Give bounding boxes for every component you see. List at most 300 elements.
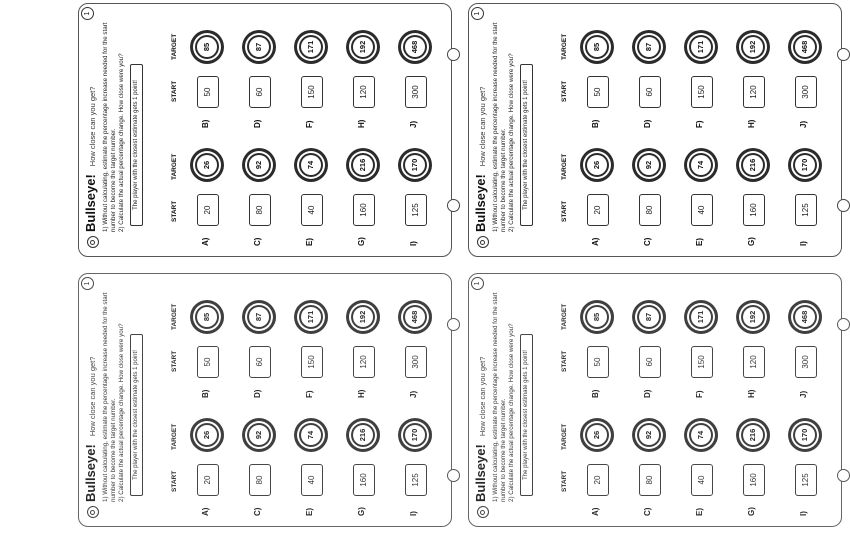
item-label: D): [643, 119, 652, 128]
instruction-1: 1) Without calculating, estimate the percentage increase needed for the start number to become the target number.: [492, 292, 507, 502]
bullseye-target-icon: [242, 300, 276, 334]
target-number: 468: [795, 307, 815, 327]
target-header: TARGET: [171, 153, 178, 180]
item-label: J): [409, 390, 418, 398]
start-number-box: 150: [301, 346, 323, 378]
start-number-box: 20: [587, 464, 609, 496]
start-number-box: 150: [301, 76, 323, 108]
start-number-box: 300: [405, 346, 427, 378]
problem-item: [733, 136, 773, 246]
bullseye-ring: [297, 151, 325, 179]
item-label: C): [643, 507, 652, 516]
bullseye-target-icon: [684, 418, 718, 452]
bullseye-target-icon: [242, 418, 276, 452]
start-number-box: 60: [639, 346, 661, 378]
bullseye-ring: [351, 305, 375, 329]
item-label: E): [305, 508, 314, 516]
target-number: 74: [691, 425, 711, 445]
target-number: 92: [249, 425, 269, 445]
bullseye-ring: [351, 153, 375, 177]
bullseye-target-icon: [190, 30, 224, 64]
bullseye-ring: [791, 421, 819, 449]
points-note: The player with the closest estimate gets 1 point!: [520, 64, 533, 226]
bullseye-ring: [193, 33, 221, 61]
target-number: 171: [691, 37, 711, 57]
bullseye-target-icon: [684, 30, 718, 64]
item-label: D): [643, 389, 652, 398]
start-number-box: 160: [743, 464, 765, 496]
card-title: Bullseye!: [473, 174, 488, 232]
problem-item: [681, 18, 721, 128]
bullseye-ring: [741, 305, 765, 329]
item-label: I): [799, 511, 808, 516]
page-badge: 1: [471, 277, 484, 290]
bullseye-ring: [585, 423, 609, 447]
item-label: F): [695, 390, 704, 398]
bullseye-ring: [193, 151, 221, 179]
start-number-box: 300: [405, 76, 427, 108]
bullseye-ring: [739, 33, 767, 61]
bullseye-target-icon: [632, 148, 666, 182]
bullseye-target-icon: [736, 148, 770, 182]
start-number-box: 40: [691, 464, 713, 496]
item-label: A): [591, 237, 600, 246]
target-number: 74: [691, 155, 711, 175]
bullseye-ring: [689, 423, 713, 447]
item-label: B): [201, 389, 210, 398]
bullseye-ring: [351, 423, 375, 447]
start-number-box: 120: [353, 76, 375, 108]
problem-item: [291, 288, 331, 398]
quadrant-bottom-left: [0, 270, 420, 540]
bullseye-ring: [791, 303, 819, 331]
item-label: E): [305, 238, 314, 246]
bullseye-ring: [349, 421, 377, 449]
target-number: 87: [639, 307, 659, 327]
target-number: 85: [197, 307, 217, 327]
bullseye-target-icon: [684, 148, 718, 182]
points-note: The player with the closest estimate gets 1 point!: [520, 334, 533, 496]
start-number-box: 80: [639, 464, 661, 496]
card-title: Bullseye!: [473, 444, 488, 502]
target-number: 26: [587, 425, 607, 445]
bullseye-ring: [299, 305, 323, 329]
bullseye-card: [465, 270, 845, 530]
page-badge: 1: [81, 7, 94, 20]
bullseye-target-icon: [580, 148, 614, 182]
target-icon: [477, 506, 489, 518]
bullseye-ring: [687, 151, 715, 179]
bullseye-target-icon: [788, 300, 822, 334]
bullseye-ring: [195, 423, 219, 447]
start-number-box: 300: [795, 76, 817, 108]
item-label: C): [253, 507, 262, 516]
bullseye-target-icon: [632, 418, 666, 452]
target-header: TARGET: [561, 423, 568, 450]
target-number: 87: [249, 37, 269, 57]
bullseye-ring: [299, 35, 323, 59]
target-number: 216: [353, 425, 373, 445]
problem-item: [785, 406, 825, 516]
instruction-1: 1) Without calculating, estimate the percentage increase needed for the start number to become the target number.: [102, 292, 117, 502]
start-header: START: [561, 470, 568, 492]
target-header: TARGET: [171, 423, 178, 450]
start-number-box: 120: [743, 346, 765, 378]
target-number: 171: [691, 307, 711, 327]
target-number: 92: [249, 155, 269, 175]
start-number-box: 120: [353, 346, 375, 378]
card-question: How close can you get?: [478, 86, 487, 167]
bullseye-target-icon: [580, 30, 614, 64]
start-number-box: 50: [587, 346, 609, 378]
bullseye-ring: [247, 35, 271, 59]
target-number: 171: [301, 307, 321, 327]
item-label: J): [409, 120, 418, 128]
problem-item: [681, 136, 721, 246]
target-number: 216: [743, 425, 763, 445]
bullseye-ring: [793, 423, 817, 447]
bullseye-target-icon: [294, 300, 328, 334]
instruction-2: 2) Calculate the actual percentage change. How close were you?: [508, 323, 515, 502]
bullseye-ring: [635, 303, 663, 331]
target-number: 192: [353, 37, 373, 57]
start-number-box: 125: [795, 194, 817, 226]
bullseye-ring: [637, 423, 661, 447]
target-header: TARGET: [561, 153, 568, 180]
start-header: START: [171, 200, 178, 222]
instruction-2: 2) Calculate the actual percentage change. How close were you?: [118, 323, 125, 502]
bullseye-ring: [245, 33, 273, 61]
bullseye-ring: [637, 35, 661, 59]
problem-item: [239, 288, 279, 398]
item-label: H): [747, 389, 756, 398]
quadrant-bottom-right: [390, 270, 810, 540]
punch-hole-icon: [837, 48, 850, 61]
problem-row: [681, 6, 721, 246]
bullseye-ring: [687, 33, 715, 61]
bullseye-ring: [195, 35, 219, 59]
instruction-2: 2) Calculate the actual percentage change. How close were you?: [118, 53, 125, 232]
target-header: TARGET: [561, 33, 568, 60]
problem-item: [577, 18, 617, 128]
target-number: 468: [405, 307, 425, 327]
bullseye-ring: [299, 153, 323, 177]
card-question: How close can you get?: [478, 356, 487, 437]
instruction-2: 2) Calculate the actual percentage change. How close were you?: [508, 53, 515, 232]
column-headers: [561, 275, 571, 490]
start-number-box: 50: [197, 76, 219, 108]
bullseye-target-icon: [788, 418, 822, 452]
bullseye-ring: [585, 153, 609, 177]
start-number-box: 125: [405, 194, 427, 226]
item-label: B): [201, 119, 210, 128]
problem-item: [239, 406, 279, 516]
target-number: 170: [405, 425, 425, 445]
bullseye-ring: [793, 305, 817, 329]
bullseye-ring: [741, 35, 765, 59]
bullseye-ring: [351, 35, 375, 59]
problem-item: [187, 136, 227, 246]
bullseye-ring: [741, 423, 765, 447]
target-number: 216: [353, 155, 373, 175]
problem-row: [187, 276, 227, 516]
start-number-box: 160: [353, 464, 375, 496]
item-label: F): [695, 120, 704, 128]
item-label: E): [695, 238, 704, 246]
problem-row: [733, 6, 773, 246]
problem-row: [785, 6, 825, 246]
problem-item: [733, 406, 773, 516]
bullseye-ring: [195, 305, 219, 329]
start-number-box: 150: [691, 346, 713, 378]
start-header: START: [561, 200, 568, 222]
bullseye-target-icon: [736, 30, 770, 64]
bullseye-target-icon: [190, 418, 224, 452]
problem-row: [629, 276, 669, 516]
item-label: G): [747, 237, 756, 246]
problem-item: [733, 288, 773, 398]
target-icon: [477, 236, 489, 248]
target-number: 468: [795, 37, 815, 57]
target-number: 92: [639, 425, 659, 445]
problem-item: [785, 18, 825, 128]
start-number-box: 20: [587, 194, 609, 226]
item-label: H): [357, 119, 366, 128]
problem-item: [239, 18, 279, 128]
problem-row: [291, 6, 331, 246]
target-icon: [87, 506, 99, 518]
target-number: 468: [405, 37, 425, 57]
punch-hole-icon: [837, 199, 850, 212]
item-label: J): [799, 390, 808, 398]
bullseye-ring: [193, 303, 221, 331]
bullseye-ring: [793, 153, 817, 177]
bullseye-target-icon: [294, 418, 328, 452]
start-number-box: 20: [197, 464, 219, 496]
bullseye-ring: [299, 423, 323, 447]
bullseye-target-icon: [580, 300, 614, 334]
bullseye-ring: [247, 305, 271, 329]
target-header: TARGET: [171, 33, 178, 60]
target-number: 192: [353, 307, 373, 327]
item-label: B): [591, 389, 600, 398]
problem-row: [343, 6, 383, 246]
bullseye-ring: [635, 151, 663, 179]
bullseye-ring: [739, 151, 767, 179]
punch-hole-icon: [837, 469, 850, 482]
bullseye-target-icon: [346, 418, 380, 452]
bullseye-ring: [689, 305, 713, 329]
start-number-box: 150: [691, 76, 713, 108]
start-number-box: 160: [743, 194, 765, 226]
start-header: START: [561, 80, 568, 102]
column-headers: [171, 5, 181, 220]
start-number-box: 40: [691, 194, 713, 226]
problem-item: [733, 18, 773, 128]
problem-item: [187, 18, 227, 128]
bullseye-ring: [247, 423, 271, 447]
target-header: TARGET: [561, 303, 568, 330]
item-label: I): [409, 511, 418, 516]
item-label: I): [409, 241, 418, 246]
target-icon: [87, 236, 99, 248]
start-number-box: 60: [639, 76, 661, 108]
start-number-box: 80: [639, 194, 661, 226]
problem-item: [291, 18, 331, 128]
bullseye-target-icon: [736, 300, 770, 334]
problem-item: [681, 288, 721, 398]
bullseye-ring: [297, 421, 325, 449]
problem-item: [681, 406, 721, 516]
bullseye-card: [465, 0, 845, 260]
bullseye-ring: [245, 303, 273, 331]
start-header: START: [171, 350, 178, 372]
bullseye-target-icon: [294, 148, 328, 182]
start-number-box: 125: [405, 464, 427, 496]
target-number: 170: [795, 155, 815, 175]
bullseye-ring: [793, 35, 817, 59]
bullseye-target-icon: [190, 300, 224, 334]
target-number: 92: [639, 155, 659, 175]
bullseye-ring: [583, 33, 611, 61]
points-note: The player with the closest estimate gets 1 point!: [130, 334, 143, 496]
item-label: B): [591, 119, 600, 128]
start-number-box: 60: [249, 346, 271, 378]
problem-item: [291, 406, 331, 516]
bullseye-ring: [585, 305, 609, 329]
target-number: 74: [301, 155, 321, 175]
bullseye-ring: [741, 153, 765, 177]
card-title: Bullseye!: [83, 444, 98, 502]
problem-row: [343, 276, 383, 516]
start-number-box: 60: [249, 76, 271, 108]
target-number: 74: [301, 425, 321, 445]
target-number: 87: [639, 37, 659, 57]
problem-row: [629, 6, 669, 246]
target-number: 26: [197, 155, 217, 175]
points-note: The player with the closest estimate gets 1 point!: [130, 64, 143, 226]
bullseye-target-icon: [190, 148, 224, 182]
problem-item: [629, 136, 669, 246]
problem-item: [629, 406, 669, 516]
bullseye-ring: [739, 303, 767, 331]
item-label: D): [253, 389, 262, 398]
problem-item: [629, 18, 669, 128]
page-badge: 1: [81, 277, 94, 290]
instruction-1: 1) Without calculating, estimate the percentage increase needed for the start number to become the target number.: [102, 22, 117, 232]
bullseye-ring: [635, 421, 663, 449]
column-headers: [171, 275, 181, 490]
problem-row: [681, 276, 721, 516]
bullseye-ring: [583, 421, 611, 449]
item-label: H): [747, 119, 756, 128]
bullseye-ring: [193, 421, 221, 449]
punch-hole-icon: [837, 318, 850, 331]
problem-row: [577, 276, 617, 516]
card-question: How close can you get?: [88, 356, 97, 437]
bullseye-target-icon: [736, 418, 770, 452]
problem-item: [577, 136, 617, 246]
start-number-box: 40: [301, 194, 323, 226]
bullseye-ring: [687, 303, 715, 331]
start-number-box: 20: [197, 194, 219, 226]
problem-row: [187, 6, 227, 246]
problem-item: [577, 288, 617, 398]
start-number-box: 80: [249, 194, 271, 226]
start-header: START: [171, 80, 178, 102]
instruction-1: 1) Without calculating, estimate the percentage increase needed for the start number to become the target number.: [492, 22, 507, 232]
card-header: [83, 16, 143, 246]
target-number: 85: [587, 37, 607, 57]
problem-item: [343, 288, 383, 398]
item-label: F): [305, 390, 314, 398]
bullseye-ring: [349, 303, 377, 331]
start-number-box: 50: [587, 76, 609, 108]
target-number: 85: [587, 307, 607, 327]
problem-item: [629, 288, 669, 398]
problem-row: [291, 276, 331, 516]
card-header: [473, 16, 533, 246]
target-number: 26: [587, 155, 607, 175]
card-header: [473, 286, 533, 516]
bullseye-ring: [245, 421, 273, 449]
item-label: H): [357, 389, 366, 398]
problem-item: [785, 136, 825, 246]
problem-row: [239, 276, 279, 516]
item-label: A): [591, 507, 600, 516]
page-badge: 1: [471, 7, 484, 20]
item-label: G): [747, 507, 756, 516]
bullseye-target-icon: [346, 300, 380, 334]
item-label: E): [695, 508, 704, 516]
bullseye-ring: [583, 151, 611, 179]
card-question: How close can you get?: [88, 86, 97, 167]
bullseye-ring: [585, 35, 609, 59]
problem-item: [291, 136, 331, 246]
column-headers: [561, 5, 571, 220]
start-number-box: 50: [197, 346, 219, 378]
bullseye-target-icon: [580, 418, 614, 452]
item-label: C): [643, 237, 652, 246]
bullseye-target-icon: [346, 30, 380, 64]
start-number-box: 300: [795, 346, 817, 378]
item-label: C): [253, 237, 262, 246]
start-number-box: 120: [743, 76, 765, 108]
card-header: [83, 286, 143, 516]
bullseye-ring: [245, 151, 273, 179]
item-label: G): [357, 237, 366, 246]
target-number: 192: [743, 307, 763, 327]
bullseye-ring: [637, 153, 661, 177]
problem-item: [785, 288, 825, 398]
start-number-box: 160: [353, 194, 375, 226]
bullseye-target-icon: [294, 30, 328, 64]
target-number: 170: [795, 425, 815, 445]
item-label: I): [799, 241, 808, 246]
bullseye-ring: [195, 153, 219, 177]
item-label: F): [305, 120, 314, 128]
bullseye-ring: [689, 35, 713, 59]
bullseye-target-icon: [788, 148, 822, 182]
bullseye-target-icon: [346, 148, 380, 182]
bullseye-ring: [583, 303, 611, 331]
target-number: 171: [301, 37, 321, 57]
start-header: START: [171, 470, 178, 492]
problem-item: [187, 406, 227, 516]
item-label: A): [201, 507, 210, 516]
target-number: 216: [743, 155, 763, 175]
problem-item: [187, 288, 227, 398]
